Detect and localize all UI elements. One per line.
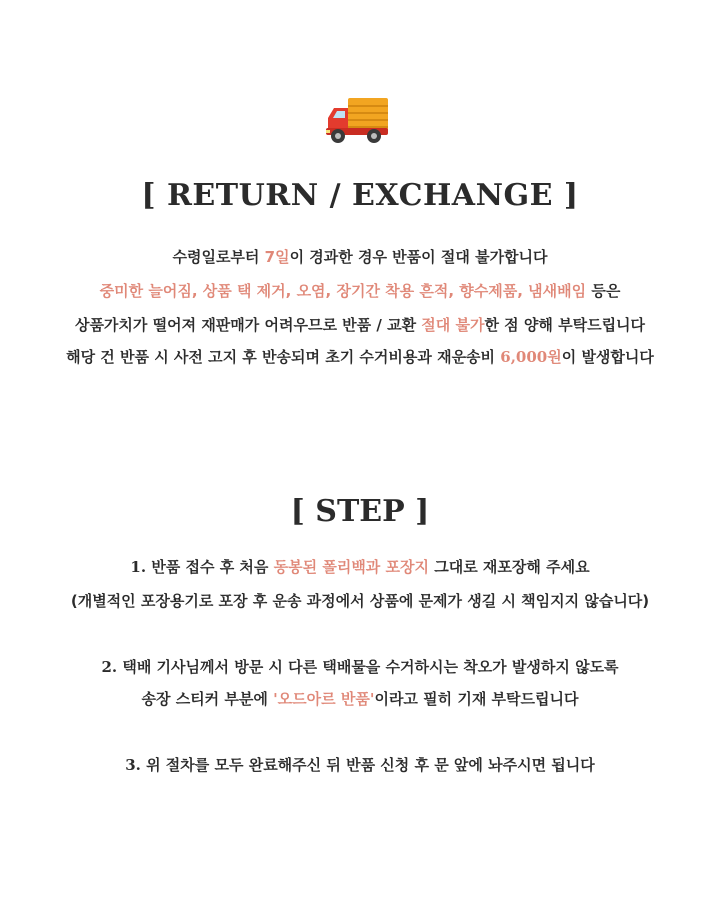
highlight-text: 중미한 늘어짐, 상품 택 제거, 오염, 장기간 착용 흔적, 향수제품, 냄새배임	[99, 282, 587, 300]
return-notice-line-3: 상품가치가 떨어져 재판매가 어려우므로 반품 / 교환 절대 불가한 점 양해 부탁드립니다	[74, 316, 646, 334]
highlight-text: 7일	[264, 248, 290, 266]
return-notice-line-4: 해당 건 반품 시 사전 고지 후 반송되며 초기 수거비용과 재운송비 6,000원이 발생합니다	[66, 348, 654, 366]
step-3: 3. 위 절차를 모두 완료해주신 뒤 반품 신청 후 문 앞에 놔주시면 됩니다	[125, 756, 595, 774]
delivery-truck-icon	[324, 96, 390, 146]
step-1: 1. 반품 접수 후 처음 동봉된 폴리백과 포장지 그대로 재포장해 주세요	[130, 558, 590, 576]
highlight-text: 6,000원	[500, 348, 562, 366]
step-heading: [ STEP ]	[290, 494, 430, 529]
step-1-note: (개별적인 포장용기로 포장 후 운송 과정에서 상품에 문제가 생길 시 책임지지 않습니다)	[70, 592, 650, 610]
highlight-text: '오드아르 반품'	[273, 690, 375, 708]
return-notice-line-2: 중미한 늘어짐, 상품 택 제거, 오염, 장기간 착용 흔적, 향수제품, 냄새배임 등은	[99, 282, 621, 300]
highlight-text: 동봉된 폴리백과 포장지	[273, 558, 429, 576]
step-2: 2. 택배 기사님께서 방문 시 다른 택배물을 수거하시는 착오가 발생하지 않도록	[101, 658, 619, 676]
return-exchange-heading: [ RETURN / EXCHANGE ]	[141, 178, 579, 213]
highlight-text: 절대 불가	[421, 316, 485, 334]
step-2-continued: 송장 스티커 부분에 '오드아르 반품'이라고 필히 기재 부탁드립니다	[141, 690, 579, 708]
return-notice-line-1: 수령일로부터 7일이 경과한 경우 반품이 절대 불가합니다	[172, 248, 548, 266]
